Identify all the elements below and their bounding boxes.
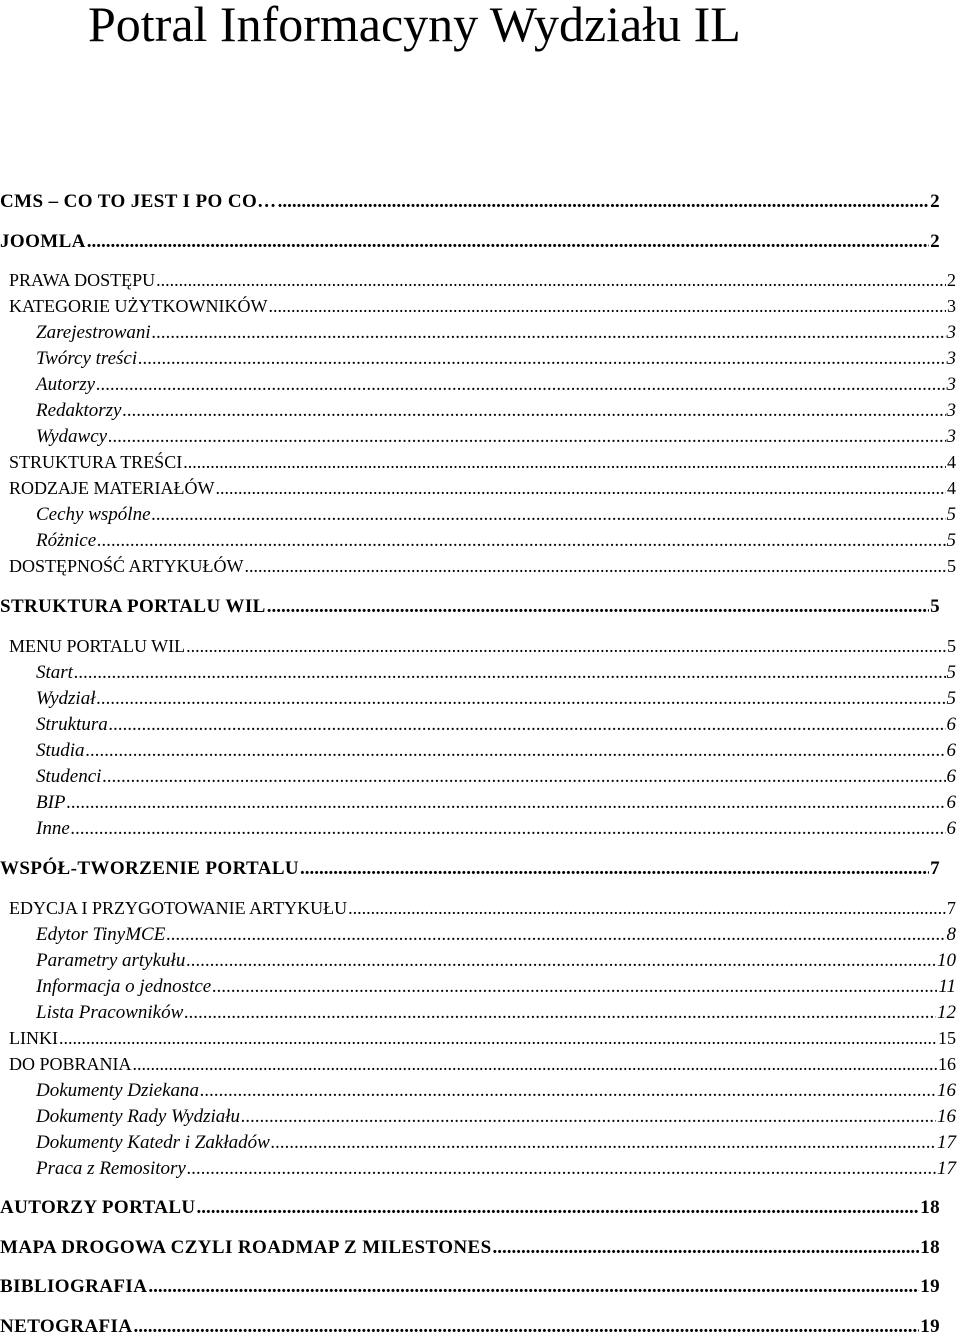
toc-page-number: 19 [920, 1276, 940, 1297]
toc-entry-label: Redaktorzy [36, 400, 122, 421]
toc-leader-dots [186, 636, 946, 657]
toc-page-number: 7 [947, 898, 956, 918]
toc-entry-struktura-portalu[interactable] [0, 596, 940, 618]
document-title: Potral Informacyny Wydziału IL [88, 0, 741, 52]
toc-page-number: 3 [946, 400, 956, 421]
toc-page-number: 4 [947, 478, 956, 498]
toc-entry-netografia[interactable] [0, 1316, 940, 1338]
toc-page-number: 3 [947, 296, 956, 316]
toc-page-number: 3 [946, 348, 956, 369]
toc-entry-label: Różnice [36, 530, 97, 551]
toc-entry-praca-z-remository[interactable] [0, 1158, 956, 1180]
toc-page-number: 3 [946, 426, 956, 447]
toc-page-number: 5 [946, 530, 956, 551]
toc-leader-dots [71, 818, 946, 840]
toc-entry-label: Dokumenty Rady Wydziału [36, 1106, 241, 1127]
toc-leader-dots [212, 976, 937, 998]
toc-leader-dots [87, 231, 929, 253]
toc-entry-label: DOSTĘPNOŚĆ ARTYKUŁÓW [9, 556, 244, 576]
toc-entry-label: PRAWA DOSTĘPU [9, 270, 156, 290]
toc-entry-dokumenty-katedr[interactable] [0, 1132, 956, 1154]
toc-entry-label: Edytor TinyMCE [36, 924, 166, 945]
toc-entry-studenci[interactable] [0, 766, 956, 788]
toc-entry-roznice[interactable] [0, 530, 956, 552]
toc-entry-label: JOOMLA [0, 231, 86, 252]
toc-leader-dots [300, 858, 929, 880]
toc-page-number: 10 [937, 950, 956, 971]
toc-leader-dots [267, 596, 929, 618]
toc-page-number: 6 [946, 740, 956, 761]
toc-entry-label: Dokumenty Dziekana [36, 1080, 200, 1101]
toc-leader-dots [138, 348, 945, 370]
toc-entry-tworcy-tresci[interactable] [0, 348, 956, 370]
toc-entry-label: DO POBRANIA [9, 1054, 132, 1074]
toc-entry-label: BIP [36, 792, 66, 813]
toc-leader-dots [244, 556, 946, 577]
toc-page-number: 15 [938, 1028, 956, 1048]
toc-leader-dots [108, 426, 945, 448]
toc-entry-label: Studenci [36, 766, 102, 787]
toc-page-number: 7 [930, 858, 940, 879]
toc-entry-mapa-drogowa[interactable] [0, 1237, 940, 1259]
toc-entry-lista-pracownikow[interactable] [0, 1002, 956, 1024]
toc-entry-cechy-wspolne[interactable] [0, 504, 956, 526]
toc-entry-bip[interactable] [0, 792, 956, 814]
toc-entry-label: LINKI [9, 1028, 58, 1048]
toc-entry-linki[interactable] [0, 1028, 956, 1049]
toc-leader-dots [197, 1197, 920, 1219]
toc-leader-dots [184, 1002, 936, 1024]
toc-entry-cms[interactable] [0, 191, 940, 213]
toc-page-number: 6 [946, 766, 956, 787]
toc-page-number: 12 [937, 1002, 956, 1023]
toc-entry-label: Inne [36, 818, 70, 839]
toc-page-number: 4 [947, 452, 956, 472]
toc-page-number: 2 [930, 191, 940, 212]
toc-entry-wydzial[interactable] [0, 688, 956, 710]
toc-entry-prawa-dostepu[interactable] [0, 270, 956, 291]
toc-entry-label: Zarejestrowani [36, 322, 151, 343]
toc-leader-dots [67, 792, 946, 814]
toc-entry-label: MENU PORTALU WIL [9, 636, 186, 656]
toc-entry-informacja-o-jednostce[interactable] [0, 976, 956, 998]
toc-leader-dots [186, 950, 936, 972]
toc-entry-edytor-tinymce[interactable] [0, 924, 956, 946]
toc-page-number: 8 [946, 924, 956, 945]
toc-entry-label: MAPA DROGOWA CZYLI ROADMAP Z MILESTONES [0, 1237, 492, 1258]
toc-entry-label: Wydawcy [36, 426, 108, 447]
toc-leader-dots [156, 270, 946, 291]
toc-entry-joomla[interactable] [0, 231, 940, 253]
toc-leader-dots [241, 1106, 936, 1128]
toc-entry-do-pobrania[interactable] [0, 1054, 956, 1075]
toc-entry-label: Informacja o jednostce [36, 976, 212, 997]
toc-page-number: 3 [946, 374, 956, 395]
toc-entry-label: Dokumenty Katedr i Zakładów [36, 1132, 270, 1153]
toc-entry-label: Studia [36, 740, 85, 761]
toc-entry-wydawcy[interactable] [0, 426, 956, 448]
toc-leader-dots [152, 504, 946, 526]
toc-page-number: 16 [937, 1106, 956, 1127]
toc-leader-dots [183, 452, 946, 473]
toc-entry-label: Wydział [36, 688, 96, 709]
toc-entry-start[interactable] [0, 662, 956, 684]
toc-page-number: 5 [947, 636, 956, 656]
toc-leader-dots [200, 1080, 936, 1102]
toc-leader-dots [152, 322, 946, 344]
toc-entry-label: EDYCJA I PRZYGOTOWANIE ARTYKUŁU [9, 898, 348, 918]
toc-leader-dots [187, 1158, 936, 1180]
toc-leader-dots [268, 296, 946, 317]
toc-entry-label: Twórcy treści [36, 348, 138, 369]
toc-entry-label: Autorzy [36, 374, 96, 395]
toc-page-number: 6 [946, 714, 956, 735]
toc-entry-label: WSPÓŁ-TWORZENIE PORTALU [0, 858, 300, 879]
toc-leader-dots [348, 898, 946, 919]
toc-entry-label: NETOGRAFIA [0, 1316, 133, 1337]
toc-page-number: 2 [930, 231, 940, 252]
toc-leader-dots [278, 191, 930, 213]
toc-leader-dots [166, 924, 945, 946]
toc-entry-wspol-tworzenie[interactable] [0, 858, 940, 880]
toc-entry-kategorie-uzytkownikow[interactable] [0, 296, 956, 317]
toc-page-number: 17 [937, 1132, 956, 1153]
toc-page-number: 5 [930, 596, 940, 617]
toc-entry-studia[interactable] [0, 740, 956, 762]
toc-entry-menu-portalu[interactable] [0, 636, 956, 657]
toc-entry-label: RODZAJE MATERIAŁÓW [9, 478, 215, 498]
toc-entry-label: Praca z Remository [36, 1158, 186, 1179]
toc-leader-dots [97, 530, 945, 552]
toc-entry-label: Struktura [36, 714, 108, 735]
toc-leader-dots [133, 1316, 919, 1338]
toc-entry-label: STRUKTURA PORTALU WIL [0, 596, 266, 617]
toc-entry-label: AUTORZY PORTALU [0, 1197, 196, 1218]
toc-entry-label: KATEGORIE UŻYTKOWNIKÓW [9, 296, 268, 316]
toc-entry-dostepnosc-artykulow[interactable] [0, 556, 956, 577]
toc-leader-dots [493, 1237, 920, 1259]
toc-entry-dokumenty-dziekana[interactable] [0, 1080, 956, 1102]
toc-page-number: 6 [946, 792, 956, 813]
toc-entry-autorzy[interactable] [0, 374, 956, 396]
toc-page-number: 5 [946, 662, 956, 683]
toc-leader-dots [133, 1054, 937, 1075]
toc-page-number: 18 [920, 1197, 940, 1218]
toc-page-number: 2 [947, 270, 956, 290]
toc-leader-dots [74, 662, 946, 684]
toc-leader-dots [148, 1276, 919, 1298]
toc-entry-redaktorzy[interactable] [0, 400, 956, 422]
toc-entry-label: Cechy wspólne [36, 504, 151, 525]
toc-leader-dots [109, 714, 946, 736]
toc-entry-inne[interactable] [0, 818, 956, 840]
toc-leader-dots [122, 400, 945, 422]
toc-page-number: 16 [937, 1080, 956, 1101]
toc-leader-dots [96, 374, 945, 396]
toc-page-number: 18 [920, 1237, 940, 1258]
toc-entry-label: Parametry artykułu [36, 950, 186, 971]
toc-page-number: 5 [947, 556, 956, 576]
toc-entry-bibliografia[interactable] [0, 1276, 940, 1298]
toc-page-number: 19 [920, 1316, 940, 1337]
toc-entry-label: Start [36, 662, 73, 683]
toc-leader-dots [102, 766, 945, 788]
toc-entry-parametry-artykulu[interactable] [0, 950, 956, 972]
toc-entry-zarejestrowani[interactable] [0, 322, 956, 344]
toc-leader-dots [59, 1028, 937, 1049]
toc-page-number: 6 [946, 818, 956, 839]
toc-leader-dots [215, 478, 946, 499]
toc-leader-dots [271, 1132, 936, 1154]
toc-entry-struktura-tresci[interactable] [0, 452, 956, 473]
toc-entry-label: CMS – CO TO JEST I PO CO… [0, 191, 277, 212]
toc-entry-label: BIBLIOGRAFIA [0, 1276, 148, 1297]
toc-entry-autorzy-portalu[interactable] [0, 1197, 940, 1219]
toc-entry-struktura[interactable] [0, 714, 956, 736]
toc-entry-dokumenty-rady[interactable] [0, 1106, 956, 1128]
toc-page-number: 16 [938, 1054, 956, 1074]
toc-leader-dots [86, 740, 946, 762]
toc-page-number: 3 [946, 322, 956, 343]
toc-entry-label: Lista Pracowników [36, 1002, 184, 1023]
toc-entry-rodzaje-materialow[interactable] [0, 478, 956, 499]
toc-leader-dots [96, 688, 945, 710]
toc-entry-label: STRUKTURA TREŚCI [9, 452, 183, 472]
toc-page-number: 11 [938, 976, 956, 997]
toc-page-number: 5 [946, 688, 956, 709]
toc-page-number: 5 [946, 504, 956, 525]
toc-page-number: 17 [937, 1158, 956, 1179]
toc-entry-edycja-artykulu[interactable] [0, 898, 956, 919]
